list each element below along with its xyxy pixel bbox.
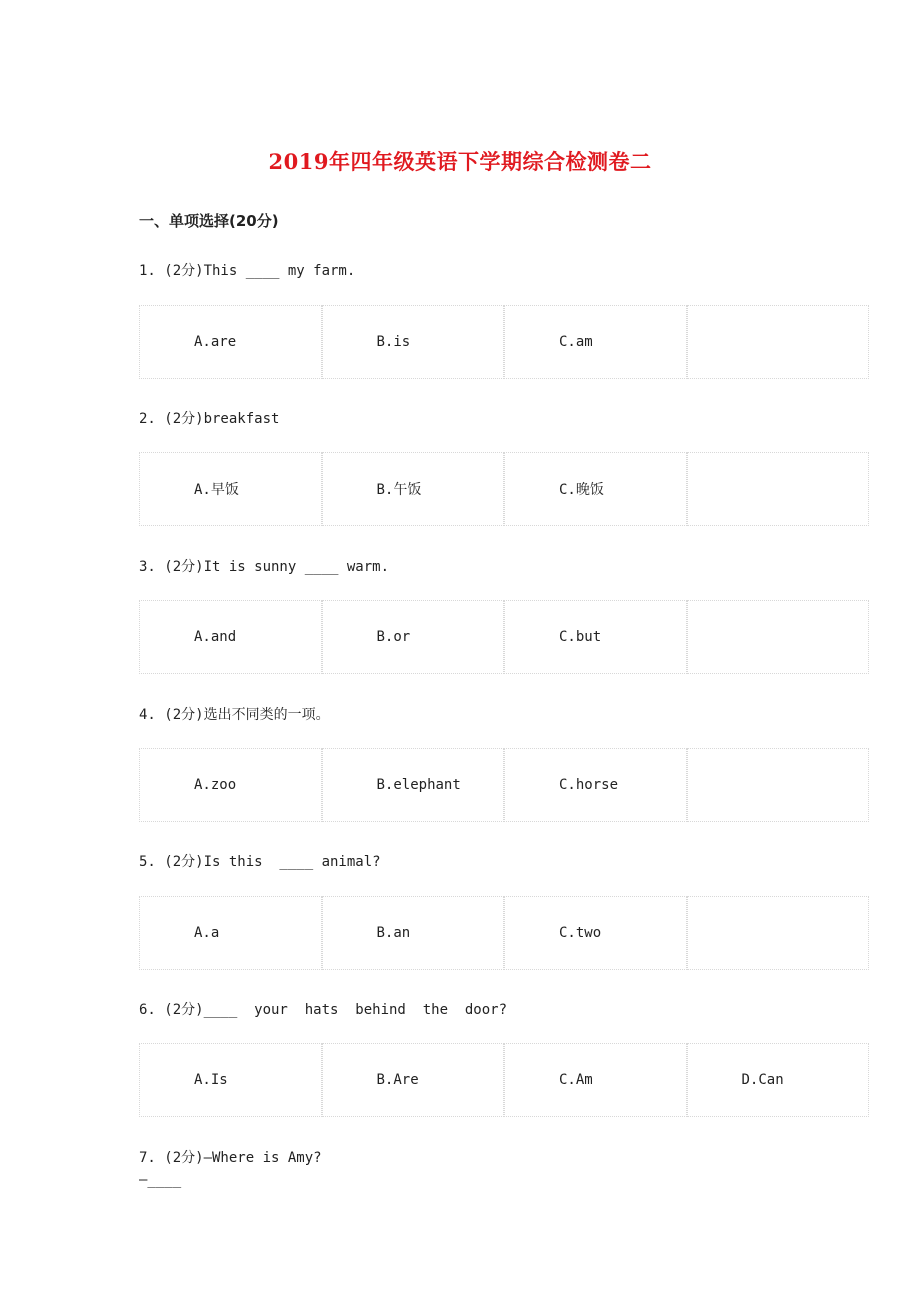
option-c[interactable]: C.but [504,600,687,674]
option-b[interactable]: B.午饭 [322,452,505,526]
option-a[interactable]: A.are [139,305,322,379]
question-2-stem: 2. (2分)breakfast [139,411,280,427]
option-b[interactable]: B.Are [322,1043,505,1117]
question-2-options [139,452,869,526]
option-c[interactable]: C.晚饭 [504,452,687,526]
option-empty [687,452,870,526]
option-b[interactable]: B.elephant [322,748,505,822]
question-3-options [139,600,869,674]
option-d[interactable]: D.Can [687,1043,870,1117]
question-4-stem: 4. (2分)选出不同类的一项。 [139,707,330,723]
question-5-options [139,896,869,970]
option-a[interactable]: A.早饭 [139,452,322,526]
option-empty [687,600,870,674]
option-a[interactable]: A.Is [139,1043,322,1117]
question-7-stem: 7. (2分)—Where is Amy? [139,1150,322,1166]
option-c[interactable]: C.am [504,305,687,379]
option-b[interactable]: B.is [322,305,505,379]
question-4-options [139,748,869,822]
question-1-stem: 1. (2分)This ____ my farm. [139,263,356,279]
question-7-answer-line[interactable]: —____ [139,1172,182,1188]
option-empty [687,748,870,822]
question-5-stem: 5. (2分)Is this ____ animal? [139,854,381,870]
question-6-options [139,1043,869,1117]
option-a[interactable]: A.a [139,896,322,970]
question-1-options [139,305,869,379]
option-empty [687,305,870,379]
option-c[interactable]: C.Am [504,1043,687,1117]
option-b[interactable]: B.or [322,600,505,674]
option-b[interactable]: B.an [322,896,505,970]
option-a[interactable]: A.and [139,600,322,674]
question-3-stem: 3. (2分)It is sunny ____ warm. [139,559,390,575]
option-c[interactable]: C.horse [504,748,687,822]
option-a[interactable]: A.zoo [139,748,322,822]
section-heading: 一、单项选择(20分) [139,212,279,230]
page-title: 2019年四年级英语下学期综合检测卷二 [268,149,652,174]
option-empty [687,896,870,970]
question-6-stem: 6. (2分)____ your hats behind the door? [139,1002,508,1018]
option-c[interactable]: C.two [504,896,687,970]
